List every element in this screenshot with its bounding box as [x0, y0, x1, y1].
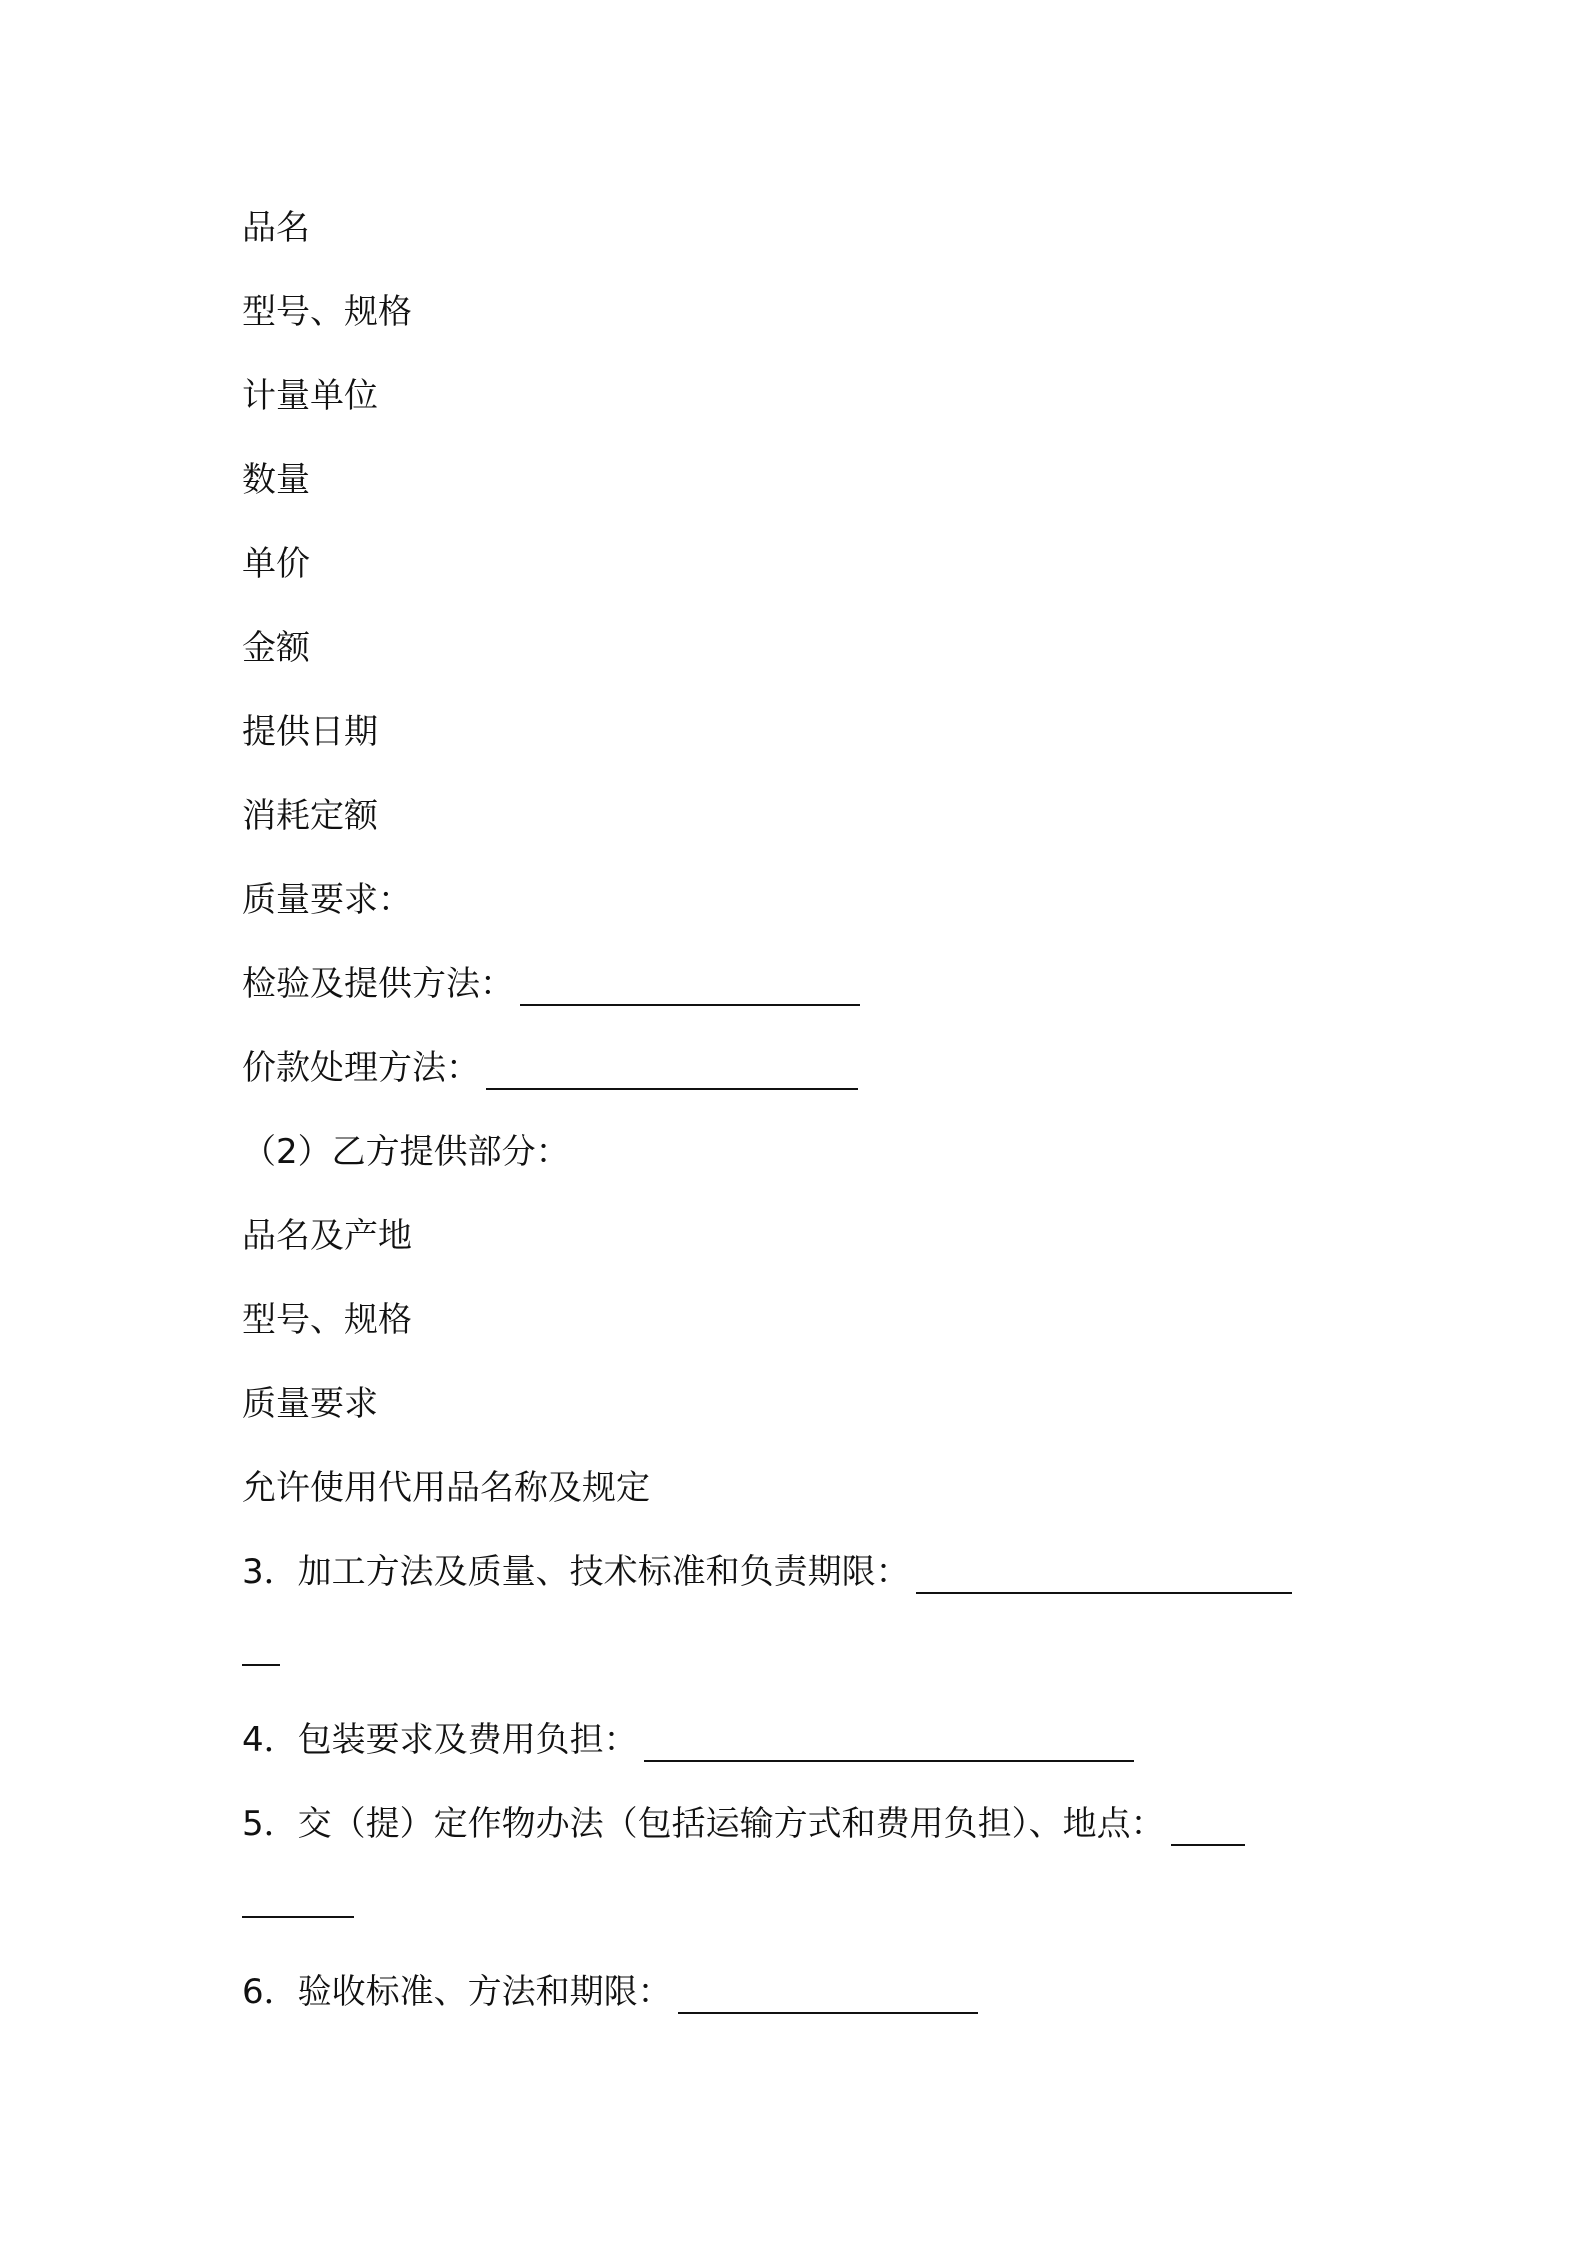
clause-6-blank[interactable] [678, 1982, 978, 2014]
item-b-model-spec: 型号、规格 [242, 1300, 412, 1340]
clause-3-number: 3． [242, 1552, 298, 1592]
clause-5-number: 5． [242, 1804, 298, 1844]
payment-method-line [242, 1046, 858, 1090]
clause-5-label: 交（提）定作物办法（包括运输方式和费用负担）、地点： [297, 1804, 1165, 1844]
item-consumption-quota: 消耗定额 [242, 796, 378, 836]
clause-6-line [242, 1970, 978, 2014]
clause-5-blank[interactable] [1171, 1814, 1245, 1846]
clause-4-number: 4． [242, 1720, 298, 1760]
inspection-method-line [242, 962, 860, 1006]
item-b-substitutes: 允许使用代用品名称及规定 [242, 1468, 650, 1508]
item-product-name: 品名 [242, 208, 310, 248]
clause-4-line [242, 1718, 1134, 1762]
payment-method-blank[interactable] [486, 1058, 858, 1090]
clause-3-blank[interactable] [916, 1562, 1292, 1594]
item-model-spec: 型号、规格 [242, 292, 412, 332]
clause-5-line [242, 1802, 1245, 1846]
clause-6-label: 验收标准、方法和期限： [297, 1972, 672, 2012]
clause-3-blank-continuation[interactable] [242, 1664, 280, 1666]
item-quality-requirement: 质量要求： [242, 880, 412, 920]
item-amount: 金额 [242, 628, 310, 668]
section-b-title: （2）乙方提供部分： [242, 1132, 570, 1172]
item-supply-date: 提供日期 [242, 712, 378, 752]
clause-3-line [242, 1550, 1292, 1594]
clause-6-number: 6． [242, 1972, 298, 2012]
payment-method-label: 价款处理方法： [242, 1048, 480, 1088]
clause-3-label: 加工方法及质量、技术标准和负责期限： [297, 1552, 910, 1592]
clause-5-blank-continuation[interactable] [242, 1916, 354, 1918]
item-quantity: 数量 [242, 460, 310, 500]
inspection-method-label: 检验及提供方法： [242, 964, 514, 1004]
inspection-method-blank[interactable] [520, 974, 860, 1006]
item-b-origin: 品名及产地 [242, 1216, 412, 1256]
item-unit: 计量单位 [242, 376, 378, 416]
item-unit-price: 单价 [242, 544, 310, 584]
clause-4-label: 包装要求及费用负担： [297, 1720, 638, 1760]
clause-4-blank[interactable] [644, 1730, 1134, 1762]
item-b-quality: 质量要求 [242, 1384, 378, 1424]
